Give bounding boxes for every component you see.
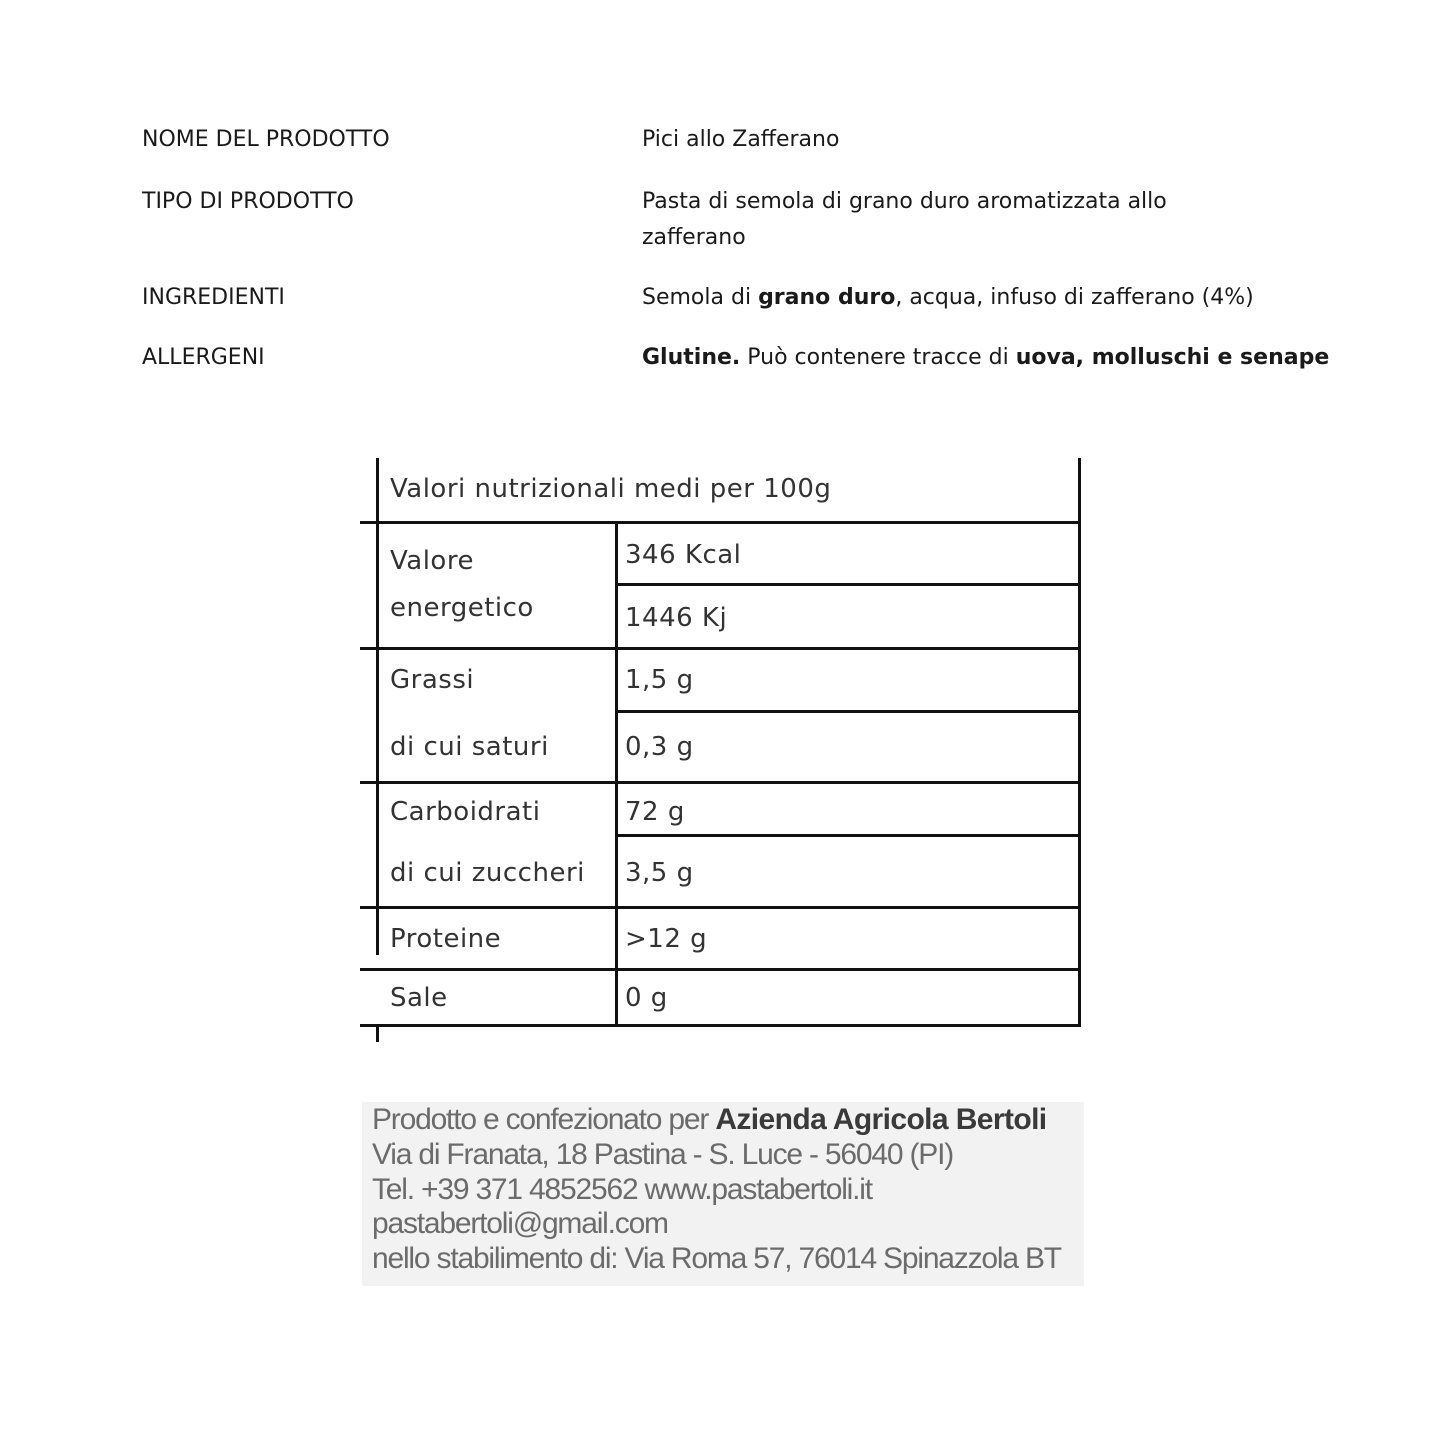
table-border-middle [615, 522, 618, 1027]
producer-brand-name: Azienda Agricola Bertoli [715, 1103, 1047, 1136]
producer-label [362, 1102, 1084, 1286]
table-line-after-fat [360, 781, 1081, 784]
producer-address: Via di Franata, 18 Pastina - S. Luce - 56040 (PI) [372, 1138, 953, 1171]
product-type-value-line1: Pasta di semola di grano duro aromatizzata allo [642, 189, 1167, 214]
allergens-value [642, 340, 1342, 376]
carbs-value: 72 g [625, 797, 685, 827]
energy-kcal-value: 346 Kcal [625, 540, 742, 570]
table-line-after-energy [360, 647, 1081, 650]
producer-line1 [372, 1102, 1047, 1137]
ingredients-label: INGREDIENTI [142, 285, 285, 310]
table-line-fat-saturated [615, 710, 1081, 713]
producer-phone-web: Tel. +39 371 4852562 www.pastabertoli.it [372, 1173, 872, 1206]
protein-value: >12 g [625, 924, 708, 954]
nutrition-title: Valori nutrizionali medi per 100g [390, 474, 832, 504]
product-type-value-line2: zafferano [642, 225, 746, 250]
table-line-kcal-kj [615, 583, 1081, 586]
allergens-text-mid: Può contenere tracce di [740, 345, 1016, 370]
salt-label: Sale [390, 983, 448, 1013]
table-line-carbs-sugars [615, 834, 1081, 837]
ingredients-text-bold: grano duro [758, 285, 896, 310]
ingredients-value [642, 280, 1262, 316]
table-border-left-energy [376, 522, 379, 648]
table-line-bottom [360, 1024, 1081, 1027]
saturated-label: di cui saturi [390, 732, 549, 762]
product-type-value [642, 184, 1262, 256]
salt-value: 0 g [625, 983, 668, 1013]
product-type-label: TIPO DI PRODOTTO [142, 189, 354, 214]
table-border-left-protein [376, 907, 379, 955]
table-line-after-carbs [360, 906, 1081, 909]
energy-label-line2: energetico [390, 593, 534, 623]
product-name-label: NOME DEL PRODOTTO [142, 127, 390, 152]
saturated-value: 0,3 g [625, 732, 694, 762]
fat-label: Grassi [390, 665, 475, 695]
fat-value: 1,5 g [625, 665, 694, 695]
nutrition-table [360, 458, 1085, 1048]
allergens-text-bold2: uova, molluschi e senape [1015, 345, 1330, 370]
table-border-left-title [376, 458, 379, 522]
carbs-label: Carboidrati [390, 797, 541, 827]
sugars-label: di cui zuccheri [390, 858, 585, 888]
allergens-label: ALLERGENI [142, 345, 265, 370]
producer-plant: nello stabilimento di: Via Roma 57, 76014 Spinazzola BT [372, 1242, 1061, 1275]
table-border-left-carbs [376, 783, 379, 907]
product-name-value: Pici allo Zafferano [642, 127, 840, 152]
sugars-value: 3,5 g [625, 858, 694, 888]
table-line-after-protein [360, 968, 1081, 971]
producer-line1-pre: Prodotto e confezionato per [372, 1103, 716, 1136]
allergens-text-bold1: Glutine. [642, 345, 741, 370]
energy-label-line1: Valore [390, 546, 474, 576]
table-line-after-title [360, 521, 1081, 524]
ingredients-text-pre: Semola di [642, 285, 759, 310]
ingredients-text-post: , acqua, infuso di zafferano (4%) [895, 285, 1254, 310]
table-border-left-fat [376, 648, 379, 783]
producer-email: pastabertoli@gmail.com [372, 1207, 668, 1240]
protein-label: Proteine [390, 924, 502, 954]
table-border-right [1078, 458, 1081, 1027]
energy-kj-value: 1446 Kj [625, 603, 728, 633]
